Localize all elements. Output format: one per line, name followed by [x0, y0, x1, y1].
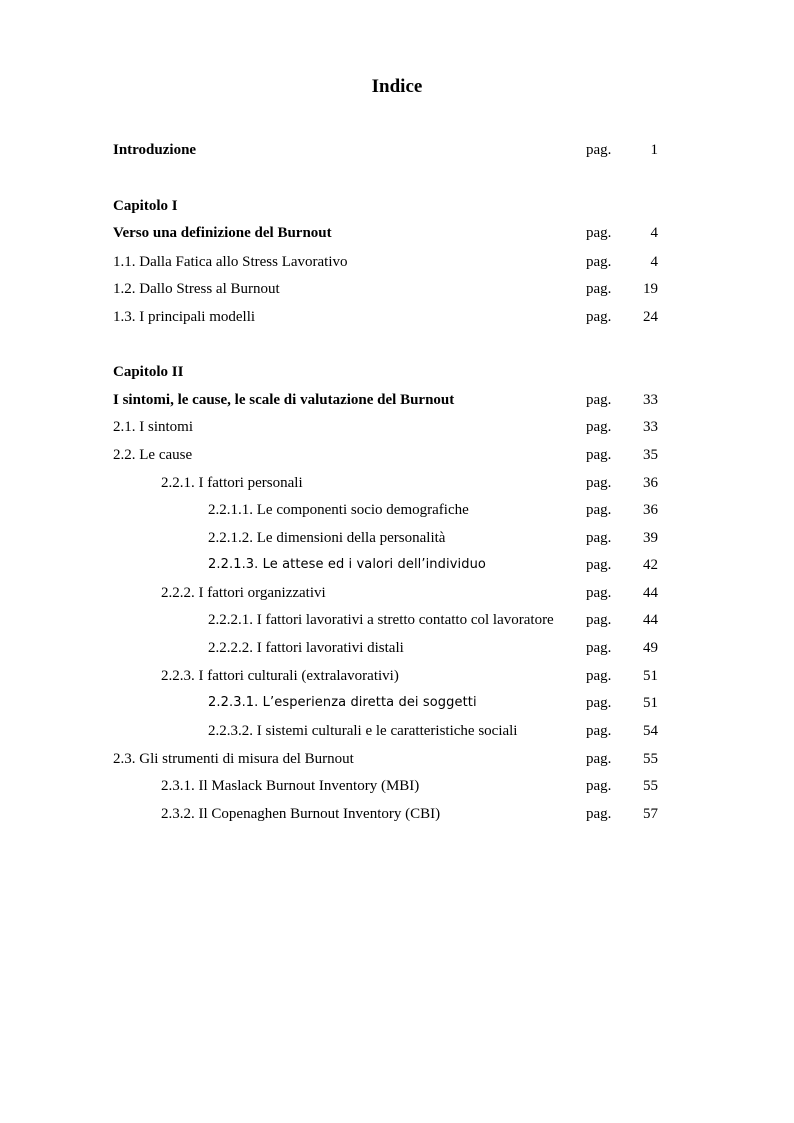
toc-entry-label: 2.3.1. Il Maslack Burnout Inventory (MBI) [161, 778, 420, 794]
toc-page-number: 24 [643, 309, 658, 325]
toc-page-number: 57 [643, 806, 658, 822]
toc-chapter-heading-1 [113, 195, 658, 217]
toc-pag-label: pag. [586, 447, 612, 463]
toc-pag-label: pag. [586, 225, 612, 241]
toc-entry-label: 2.1. I sintomi [113, 419, 194, 435]
toc-entry-2-3[interactable] [113, 748, 658, 770]
toc-entry-label: 1.3. I principali modelli [113, 309, 256, 325]
toc-pag-label: pag. [586, 502, 612, 518]
toc-entry-2-2-3[interactable] [113, 665, 658, 687]
toc-chapter-label: Capitolo I [113, 198, 178, 214]
toc-entry-chapter-1-title[interactable] [113, 222, 658, 244]
toc-pag-label: pag. [586, 392, 612, 408]
toc-pag-label: pag. [586, 309, 612, 325]
toc-entry-2-2-1-2[interactable] [113, 527, 658, 549]
toc-entry-label: 2.2. Le cause [113, 447, 193, 463]
toc-pag-label: pag. [586, 254, 612, 270]
toc-entry-label: 1.1. Dalla Fatica allo Stress Lavorativo [113, 254, 348, 270]
toc-entry-label: 2.2.3.1. L’esperienza diretta dei soggetti [208, 695, 477, 710]
toc-pag-label: pag. [586, 585, 612, 601]
toc-pag-label: pag. [586, 640, 612, 656]
toc-page-number: 51 [643, 668, 658, 684]
toc-page-number: 54 [643, 723, 658, 739]
toc-entry-1-2[interactable] [113, 278, 658, 300]
toc-entry-introduzione[interactable] [113, 139, 658, 161]
toc-page-number: 4 [650, 225, 658, 241]
toc-entry-1-3[interactable] [113, 306, 658, 328]
toc-page-number: 4 [650, 254, 658, 270]
toc-page-number: 1 [650, 142, 658, 158]
toc-page-number: 35 [643, 447, 658, 463]
toc-pag-label: pag. [586, 557, 612, 573]
toc-entry-label: 2.2.3.2. I sistemi culturali e le caratteristiche sociali [208, 723, 518, 739]
toc-entry-2-2-1-3[interactable] [113, 554, 658, 576]
toc-pag-label: pag. [586, 778, 612, 794]
toc-pag-label: pag. [586, 475, 612, 491]
toc-entry-label: 2.2.3. I fattori culturali (extralavorativi) [161, 668, 399, 684]
toc-pag-label: pag. [586, 806, 612, 822]
toc-page-number: 55 [643, 751, 658, 767]
toc-entry-2-2-2[interactable] [113, 582, 658, 604]
toc-entry-label: 2.2.1.3. Le attese ed i valori dell’individuo [208, 557, 486, 572]
toc-page-number: 36 [643, 475, 658, 491]
toc-page-number: 39 [643, 530, 658, 546]
toc-pag-label: pag. [586, 723, 612, 739]
toc-entry-label: 2.2.2.1. I fattori lavorativi a stretto contatto col lavoratore [208, 612, 554, 628]
toc-entry-2-2-2-2[interactable] [113, 637, 658, 659]
toc-entry-label: 2.2.2.2. I fattori lavorativi distali [208, 640, 404, 656]
toc-entry-label: 1.2. Dallo Stress al Burnout [113, 281, 280, 297]
toc-entry-label: 2.3.2. Il Copenaghen Burnout Inventory (CBI) [161, 806, 441, 822]
page-title: Indice [371, 76, 423, 97]
toc-page-number: 42 [643, 557, 658, 573]
toc-entry-2-3-1[interactable] [113, 775, 658, 797]
toc-pag-label: pag. [586, 530, 612, 546]
toc-entry-label: 2.2.1.2. Le dimensioni della personalità [208, 530, 446, 546]
toc-entry-label: 2.3. Gli strumenti di misura del Burnout [113, 751, 354, 767]
toc-entry-label: 2.2.1. I fattori personali [161, 475, 303, 491]
toc-page-number: 33 [643, 392, 658, 408]
toc-entry-2-3-2[interactable] [113, 803, 658, 825]
toc-page-number: 33 [643, 419, 658, 435]
toc-entry-2-1[interactable] [113, 416, 658, 438]
toc-pag-label: pag. [586, 142, 612, 158]
toc-page-number: 19 [643, 281, 658, 297]
toc-entry-label: I sintomi, le cause, le scale di valutazione del Burnout [113, 392, 455, 408]
toc-pag-label: pag. [586, 751, 612, 767]
toc-page-number: 36 [643, 502, 658, 518]
toc-entry-label: 2.2.1.1. Le componenti socio demografiche [208, 502, 469, 518]
toc-entry-label: Introduzione [113, 142, 197, 158]
toc-entry-2-2[interactable] [113, 444, 658, 466]
toc-entry-2-2-3-1[interactable] [113, 692, 658, 714]
toc-entry-label: Verso una definizione del Burnout [113, 225, 332, 241]
toc-entry-1-1[interactable] [113, 251, 658, 273]
toc-pag-label: pag. [586, 612, 612, 628]
toc-pag-label: pag. [586, 695, 612, 711]
toc-entry-2-2-1-1[interactable] [113, 499, 658, 521]
toc-pag-label: pag. [586, 281, 612, 297]
toc-page-number: 44 [643, 585, 658, 601]
toc-entry-2-2-1[interactable] [113, 472, 658, 494]
toc-page-number: 55 [643, 778, 658, 794]
toc-chapter-label: Capitolo II [113, 364, 184, 380]
toc-entry-chapter-2-title[interactable] [113, 389, 658, 411]
toc-page-number: 44 [643, 612, 658, 628]
toc-entry-2-2-3-2[interactable] [113, 720, 658, 742]
toc-page-number: 51 [643, 695, 658, 711]
toc-chapter-heading-2 [113, 361, 658, 383]
toc-pag-label: pag. [586, 419, 612, 435]
toc-entry-2-2-2-1[interactable] [113, 609, 658, 631]
toc-entry-label: 2.2.2. I fattori organizzativi [161, 585, 326, 601]
toc-page-number: 49 [643, 640, 658, 656]
toc-pag-label: pag. [586, 668, 612, 684]
